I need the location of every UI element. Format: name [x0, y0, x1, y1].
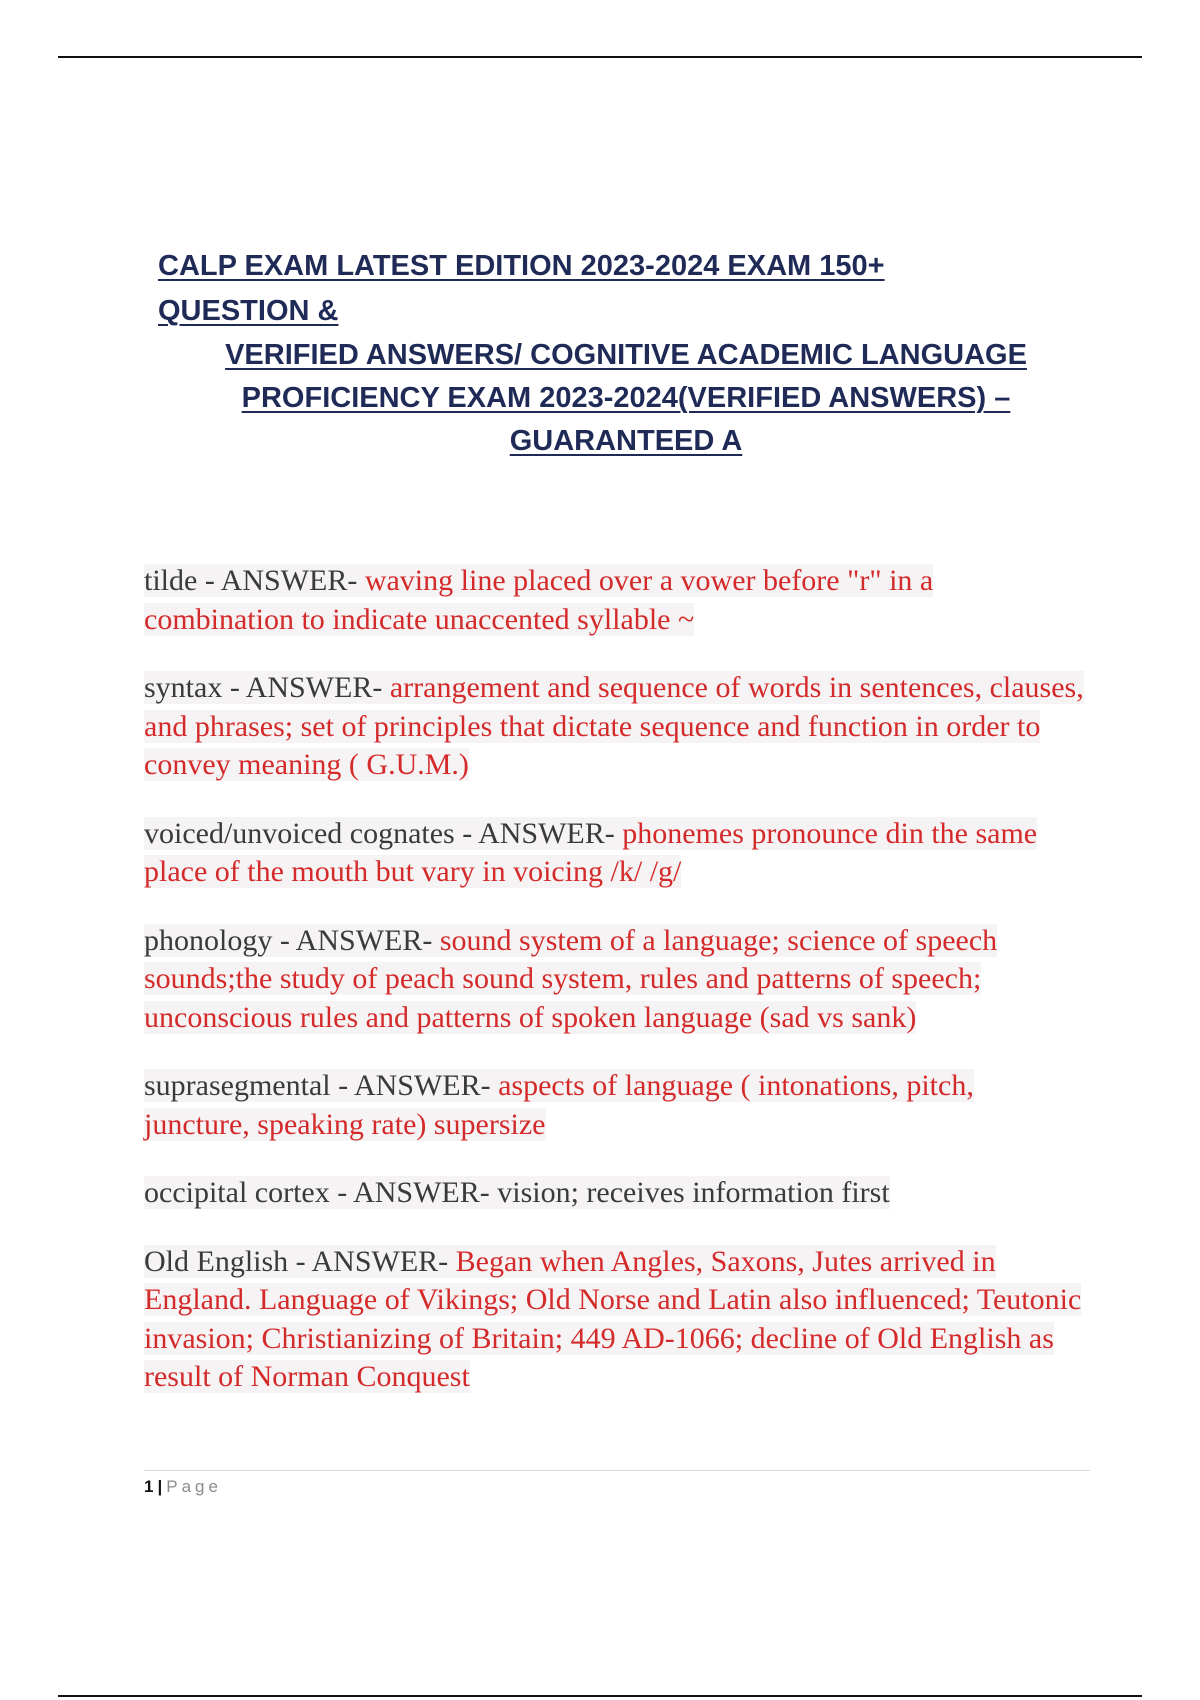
qa-answer: arrangement and sequence of words in sentences, clauses, and phrases; set of principles that dictate sequence and function in order to convey meaning ( G.U.M.) — [144, 671, 1084, 781]
qa-item-syntax — [144, 669, 1084, 785]
title-line-5: GUARANTEED A — [509, 425, 743, 457]
qa-item-old-english — [144, 1243, 1084, 1397]
qa-separator: - ANSWER- — [288, 1244, 456, 1278]
page-label: Page — [166, 1477, 222, 1496]
title-line-3: VERIFIED ANSWERS/ COGNITIVE ACADEMIC LANGUAGE — [225, 339, 1027, 371]
qa-separator: - ANSWER- — [454, 816, 623, 850]
title-line-5-wrap — [176, 420, 1076, 463]
qa-separator: - ANSWER- — [222, 671, 390, 704]
qa-term: voiced/unvoiced cognates — [144, 816, 455, 850]
title-line-4-wrap — [176, 377, 1076, 420]
title-line-2: QUESTION & — [158, 295, 339, 327]
title-line-1: CALP EXAM LATEST EDITION 2023-2024 EXAM 150+ — [158, 250, 885, 282]
qa-separator: - ANSWER- — [272, 923, 440, 957]
qa-term: tilde — [144, 564, 198, 597]
qa-item-occipital-cortex — [144, 1174, 1084, 1213]
qa-term: syntax — [144, 671, 223, 704]
qa-answer: vision; receives information first — [497, 1176, 890, 1209]
qa-term: occipital cortex — [144, 1176, 330, 1209]
page-footer — [144, 1470, 1090, 1497]
qa-list — [144, 562, 1084, 1427]
qa-item-suprasegmental — [144, 1067, 1084, 1144]
qa-term: Old English — [144, 1244, 289, 1278]
qa-term: phonology — [144, 923, 273, 957]
qa-answer: aspects of language ( intonations, pitch, juncture, speaking rate) supersize — [144, 1069, 974, 1141]
qa-answer: Began when Angles, Saxons, Jutes arrived in England. Language of Vikings; Old Norse and Latin also influenced; Teutonic invasion; Christianizing of Britain; 449 AD-1066; decline of Old English as result of Norman Conquest — [144, 1244, 1082, 1393]
qa-answer: sound system of a language; science of speech sounds;the study of peach sound system, rules and patterns of speech; unconscious rules and patterns of spoken language (sad vs sank) — [144, 923, 998, 1034]
top-rule — [58, 56, 1142, 58]
qa-term: suprasegmental — [144, 1069, 331, 1102]
bottom-rule — [58, 1695, 1142, 1697]
footer-separator: | — [157, 1477, 163, 1496]
title-line-3-wrap — [176, 334, 1076, 377]
qa-item-phonology — [144, 922, 1084, 1038]
page-number: 1 — [144, 1477, 154, 1496]
qa-separator: - ANSWER- — [329, 1176, 498, 1209]
qa-separator: - ANSWER- — [197, 564, 365, 597]
qa-item-tilde — [144, 562, 1084, 639]
qa-item-voiced-unvoiced-cognates — [144, 815, 1084, 892]
qa-answer: waving line placed over a vower before "r" in a combination to indicate unaccented syllable ~ — [144, 564, 934, 636]
title-line-4: PROFICIENCY EXAM 2023-2024(VERIFIED ANSWERS) – — [241, 382, 1011, 414]
document-title — [158, 244, 1058, 463]
qa-answer: phonemes pronounce din the same place of the mouth but vary in voicing /k/ /g/ — [144, 816, 1038, 888]
qa-separator: - ANSWER- — [330, 1069, 499, 1102]
